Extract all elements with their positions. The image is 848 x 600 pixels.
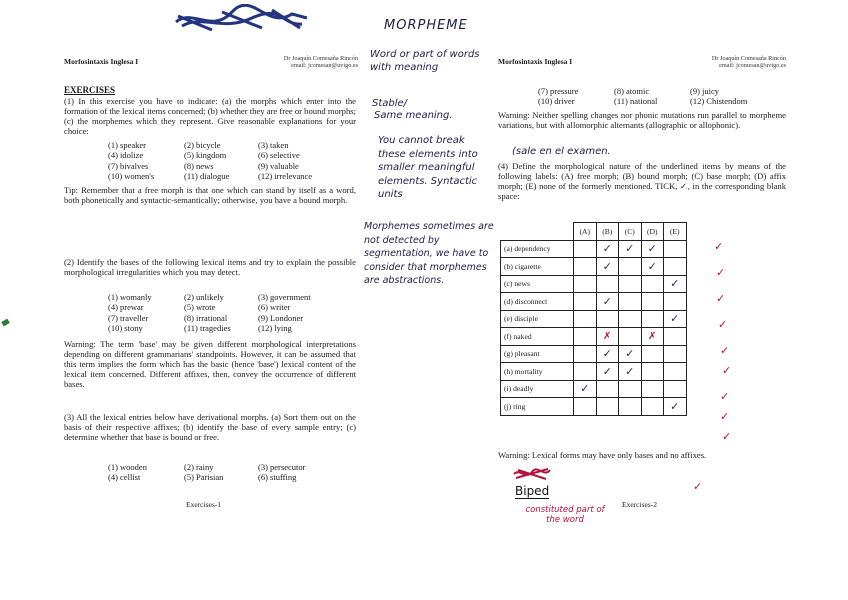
check-icon: ✓ (602, 259, 612, 273)
table-row (501, 328, 687, 346)
check-icon: ✓ (647, 259, 657, 273)
cross-icon: ✗ (603, 330, 612, 342)
check-icon: ✓ (625, 242, 635, 256)
check-icon: ✓ (602, 294, 612, 308)
list-item: (7) bivalves (108, 160, 149, 171)
list-item: (1) speaker (108, 140, 146, 150)
note-definition: Word or part of words with meaning (370, 49, 480, 73)
list-item: (11) tragedies (184, 322, 231, 333)
list-item: (8) irrational (184, 312, 228, 323)
check-icon: ✓ (716, 266, 726, 279)
right-course-title: Morfosintaxis Inglesa I (498, 57, 573, 66)
table-header-row (501, 223, 687, 241)
row-label: (j) ring (501, 398, 574, 416)
check-icon: ✓ (718, 318, 728, 331)
check-icon: ✓ (714, 240, 724, 253)
morph-table (500, 222, 687, 416)
list-top-right (538, 86, 788, 107)
check-icon: ✓ (602, 347, 612, 361)
list-item: (8) news (184, 160, 214, 171)
right-footer: Exercises-2 (622, 500, 657, 509)
table-row (501, 240, 687, 258)
list-2 (108, 292, 358, 333)
list-item: (10) driver (538, 96, 575, 107)
table-row (501, 293, 687, 311)
table-row (501, 310, 687, 328)
row-label: (i) deadly (501, 380, 574, 398)
list-item: (9) Londoner (258, 312, 304, 323)
list-item: (12) irrelevance (258, 170, 313, 181)
note-biped: Biped (515, 484, 550, 498)
table-col-header: (B) (596, 223, 619, 241)
check-icon: ✓ (720, 344, 730, 357)
row-label: (h) mortality (501, 363, 574, 381)
list-item: (6) stuffing (258, 472, 297, 483)
table-col-header: (D) (641, 223, 664, 241)
list-item: (12) lying (258, 322, 292, 333)
table-row (501, 345, 687, 363)
list-item: (4) idolize (108, 150, 144, 161)
left-course-title: Morfosintaxis Inglesa I (64, 57, 139, 66)
left-heading: EXERCISES (64, 85, 116, 95)
note-title: MORPHEME (384, 18, 468, 33)
list-3 (108, 462, 358, 483)
list-item: (4) cellist (108, 472, 141, 483)
row-label: (e) disciple (501, 310, 574, 328)
right-warning: Warning: Neither spelling changes nor phonic mutations run parallel to morpheme variations, but with allomorphic alternants (allographic or allophonic). (498, 110, 786, 130)
check-icon: ✓ (580, 382, 590, 396)
check-icon: ✓ (602, 242, 612, 256)
exercise-2-text: (2) Identify the bases of the following lexical items and try to explain the possible morphological irregularities which you may detect. (64, 257, 356, 277)
tip-text: Tip: Remember that a free morph is that one which can stand by itself as a word, both phonetically and syntactic-semantically; otherwise, you have a bound morph. (64, 185, 356, 205)
row-label: (g) pleasant (501, 345, 574, 363)
list-item: (2) unlikely (184, 292, 224, 302)
right-warning-bottom: Warning: Lexical forms may have only bases and no affixes. (498, 450, 707, 460)
note-abstractions: Morphemes sometimes are not detected by segmentation, we have to consider that morphemes are abstractions. (364, 221, 494, 286)
warning-2-text: Warning: The term 'base' may be given different morphological interpretations depending on different grammarians' standpoints. However, it can be assumed that this term implies the form which has the basic (hence 'base') lexical content of the lexical item concerned. Different affixes, then, convey the occurrence of different bases. (64, 339, 356, 389)
check-icon: ✓ (722, 430, 732, 443)
check-icon: ✓ (647, 242, 657, 256)
list-item: (8) atomic (614, 86, 650, 96)
list-item: (3) persecutor (258, 462, 306, 472)
list-item: (2) bicycle (184, 140, 221, 150)
right-email: email: jcomesan@uvigo.es (719, 62, 786, 69)
left-author: Dr Joaquín Comesaña Rincón (283, 55, 358, 62)
check-icon: ✓ (670, 399, 680, 413)
table-col-header: (C) (619, 223, 642, 241)
list-item: (11) dialogue (184, 170, 230, 181)
check-icon: ✓ (670, 277, 680, 291)
table-row (501, 275, 687, 293)
list-item: (12) Chistendom (690, 96, 748, 107)
table-row (501, 363, 687, 381)
note-cannot-break: You cannot break these elements into smaller meaningful elements. Syntactic units (378, 135, 478, 200)
list-item: (10) women's (108, 170, 155, 181)
list-item: (5) wrote (184, 302, 216, 313)
row-label: (d) disconnect (501, 293, 574, 311)
margin-mark (1, 319, 10, 327)
table-row (501, 258, 687, 276)
check-icon: ✓ (720, 390, 730, 403)
table-col-header: (A) (574, 223, 597, 241)
check-icon: ✓ (693, 480, 703, 493)
check-icon: ✓ (625, 347, 635, 361)
cross-icon: ✗ (648, 330, 657, 342)
check-icon: ✓ (602, 364, 612, 378)
table-row (501, 380, 687, 398)
list-item: (10) stony (108, 322, 143, 333)
list-item: (11) national (614, 96, 658, 107)
list-1 (108, 140, 358, 181)
note-stable: Stable/ (372, 98, 408, 109)
list-item: (3) taken (258, 140, 289, 150)
list-item: (9) juicy (690, 86, 720, 96)
list-item: (5) kingdom (184, 150, 227, 161)
table-col-header: (E) (664, 223, 687, 241)
check-icon: ✓ (625, 364, 635, 378)
red-scribble (512, 466, 552, 482)
row-label: (b) cigarette (501, 258, 574, 276)
check-icon: ✓ (720, 410, 730, 423)
list-item: (1) womanly (108, 292, 152, 302)
check-icon: ✓ (722, 364, 732, 377)
list-item: (6) selective (258, 150, 300, 161)
list-item: (6) writer (258, 302, 291, 313)
left-footer: Exercises-1 (186, 500, 221, 509)
exercise-4-text: (4) Define the morphological nature of the underlined items by means of the following labels: (A) free morph; (B) bound morph; (C) base morph; (D) affix morph; (E) none of the formerly mentioned. TICK, ✓, in the corresponding blank space: (498, 161, 786, 201)
list-item: (9) valuable (258, 160, 299, 171)
list-item: (5) Parisian (184, 472, 224, 483)
note-exam: (sale en el examen. (512, 146, 611, 157)
list-item: (2) rainy (184, 462, 214, 472)
list-item: (4) prewar (108, 302, 144, 313)
note-same-meaning: Same meaning. (374, 110, 453, 121)
exercise-1-text: (1) In this exercise you have to indicate: (a) the morphs which enter into the formation of the lexical items concerned; (b) whether they are free or bound morphs; (c) the morphemes which they represent. Give reasonable explanations for your choice: (64, 96, 356, 136)
row-label: (f) naked (501, 328, 574, 346)
list-item: (3) government (258, 292, 311, 302)
check-icon: ✓ (716, 292, 726, 305)
exercise-3-text: (3) All the lexical entries below have derivational morphs. (a) Sort them out on the basis of their respective affixes; (b) identify the base of every sample entry; (c) determine whether that base is bound or free. (64, 412, 356, 442)
scribble-mark (172, 4, 312, 36)
row-label: (c) news (501, 275, 574, 293)
row-label: (a) dependency (501, 240, 574, 258)
right-author: Dr Joaquín Comesaña Rincón (711, 55, 786, 62)
list-item: (1) wooden (108, 462, 147, 472)
list-item: (7) traveller (108, 312, 149, 323)
list-item: (7) pressure (538, 86, 579, 96)
check-icon: ✓ (670, 312, 680, 326)
note-biped-explanation: constituted part of the word (525, 505, 605, 525)
left-email: email: jcomesan@uvigo.es (291, 62, 358, 69)
table-row (501, 398, 687, 416)
